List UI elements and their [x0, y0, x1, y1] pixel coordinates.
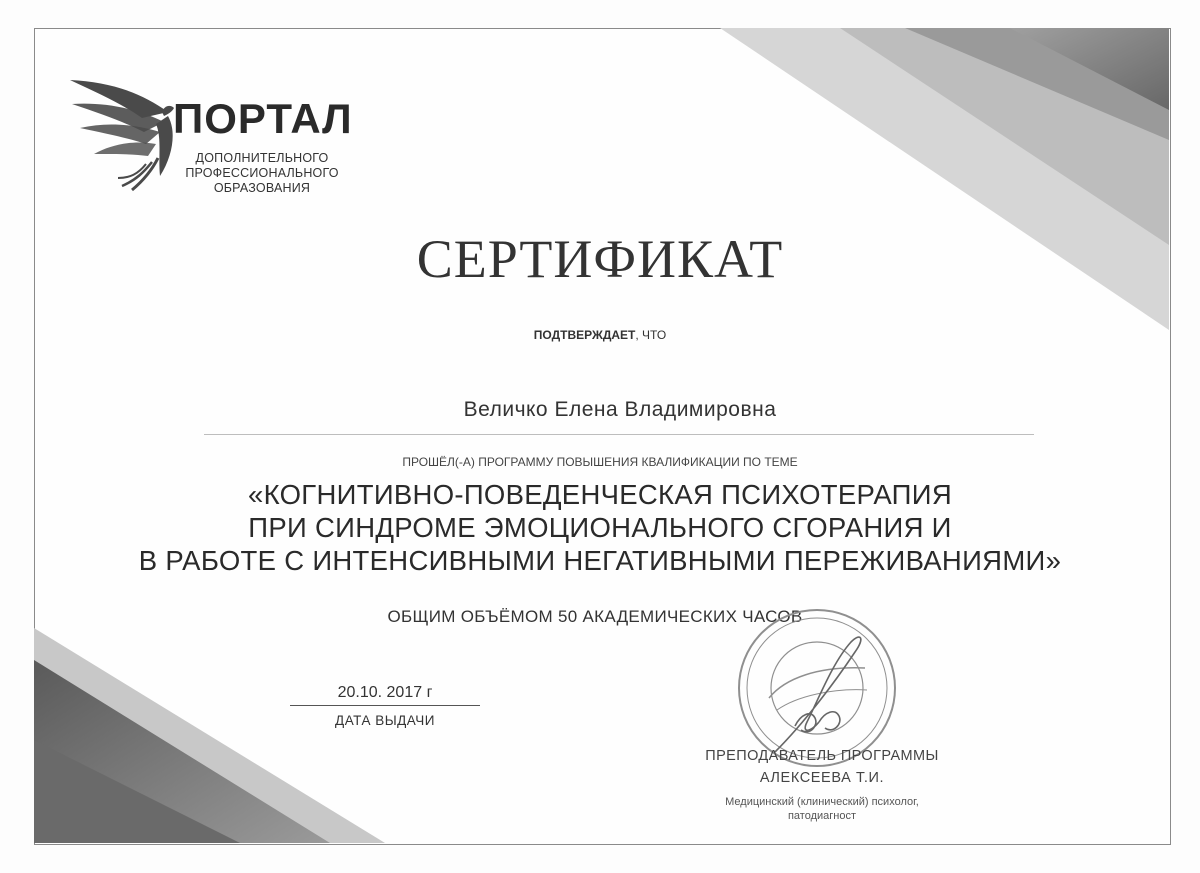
eagle-wing-icon — [60, 72, 180, 202]
recipient-underline — [204, 434, 1034, 435]
certificate-title: СЕРТИФИКАТ — [416, 229, 784, 289]
confirms-rest: , ЧТО — [635, 328, 667, 342]
program-hours: ОБЩИМ ОБЪЁМОМ 50 АКАДЕМИЧЕСКИХ ЧАСОВ — [387, 607, 803, 626]
logo-subtitle-line: ДОПОЛНИТЕЛЬНОГО — [195, 151, 329, 165]
issue-date: 20.10. 2017 г — [337, 684, 433, 701]
confirms-bold: ПОДТВЕРЖДАЕТ — [533, 328, 636, 342]
logo-subtitle-line: ОБРАЗОВАНИЯ — [213, 181, 311, 195]
bottom-left-decoration — [34, 628, 385, 843]
issue-date-underline — [290, 705, 480, 706]
topic-line: ПРИ СИНДРОМЕ ЭМОЦИОНАЛЬНОГО СГОРАНИЯ И — [248, 512, 952, 543]
confirms-text — [0, 328, 1200, 342]
issue-date-label: ДАТА ВЫДАЧИ — [335, 713, 435, 728]
logo-subtitle — [172, 151, 352, 196]
teacher-position-line: Медицинский (клинический) психолог, — [725, 796, 919, 808]
topic-line: В РАБОТЕ С ИНТЕНСИВНЫМИ НЕГАТИВНЫМИ ПЕРЕЖИВАНИЯМИ» — [138, 545, 1062, 576]
logo-title: ПОРТАЛ — [173, 95, 353, 142]
program-topic — [0, 478, 1200, 577]
teacher-name: АЛЕКСЕЕВА Т.И. — [759, 770, 885, 786]
teacher-role: ПРЕПОДАВАТЕЛЬ ПРОГРАММЫ — [705, 748, 939, 764]
teacher-position-line: патодиагност — [787, 810, 857, 822]
logo-subtitle-line: ПРОФЕССИОНАЛЬНОГО — [185, 166, 339, 180]
topic-line: «КОГНИТИВНО-ПОВЕДЕНЧЕСКАЯ ПСИХОТЕРАПИЯ — [248, 479, 952, 510]
recipient-name: Величко Елена Владимировна — [463, 398, 777, 421]
portal-logo — [60, 72, 360, 212]
passed-program-text: ПРОШЁЛ(-А) ПРОГРАММУ ПОВЫШЕНИЯ КВАЛИФИКАЦИИ ПО ТЕМЕ — [402, 455, 798, 469]
teacher-position — [652, 795, 992, 823]
